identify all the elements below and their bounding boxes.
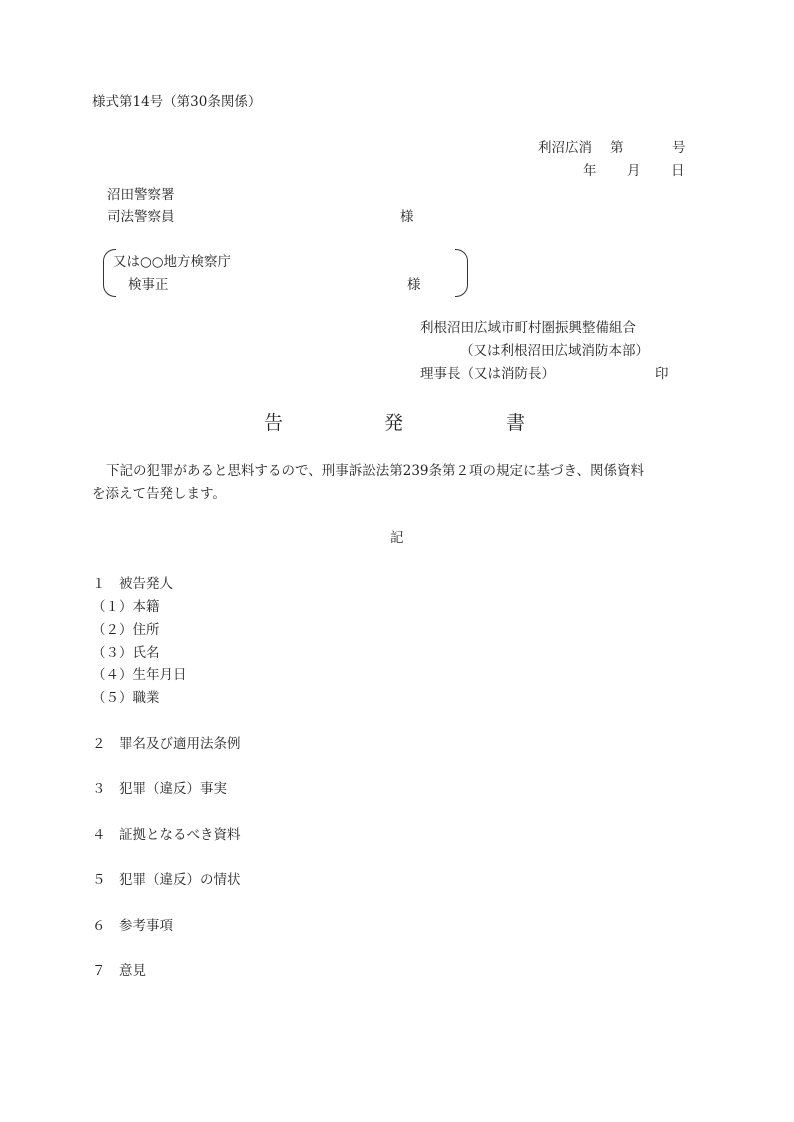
ki-heading: 記 [390,530,404,546]
item-5: ５ 犯罪（違反）の情状 [92,872,241,888]
sub-item-2: （２）住所 [92,622,160,638]
seal-mark: 印 [655,366,669,382]
addressee-officer: 司法警察員 [107,209,175,225]
title-char-1: 告 [264,412,284,434]
item-4: ４ 証拠となるべき資料 [92,827,241,843]
addressee-police-station: 沼田警察署 [107,187,175,203]
document-number-prefix: 利沼広消 [538,140,592,156]
item-1: １ 被告発人 [92,576,173,592]
sender-alt-hq: （又は利根沼田広域消防本部） [460,343,649,359]
addressee-prosecutor: 検事正 [128,277,169,293]
document-number-go: 号 [672,140,686,156]
item-3: ３ 犯罪（違反）事実 [92,781,227,797]
sub-item-3: （３）氏名 [92,645,160,661]
sub-item-5: （５）職業 [92,690,160,706]
addressee-prosecutor-honorific: 様 [407,277,421,293]
sender-union: 利根沼田広域市町村圏振興整備組合 [420,320,636,336]
right-bracket [455,249,468,297]
addressee-officer-honorific: 様 [400,209,414,225]
date-year: 年 [583,163,597,179]
sub-item-1: （１）本籍 [92,599,160,615]
form-label: 様式第14号（第30条関係） [92,94,262,110]
sender-chair: 理事長（又は消防長） [420,366,555,382]
body-line-2: を添えて告発します。 [92,486,226,502]
date-month: 月 [627,163,641,179]
sub-item-4: （４）生年月日 [92,667,187,683]
document-number-dai: 第 [610,140,624,156]
title-char-2: 発 [384,412,404,434]
item-7: ７ 意見 [92,963,146,979]
title-char-3: 書 [506,412,526,434]
body-line-1: 下記の犯罪があると思料するので、刑事訴訟法第239条第２項の規定に基づき、関係資料 [106,463,644,479]
date-day: 日 [671,163,685,179]
item-2: ２ 罪名及び適用法条例 [92,736,241,752]
item-6: ６ 参考事項 [92,918,173,934]
addressee-alt-office: 又は○○地方検察庁 [113,254,232,270]
